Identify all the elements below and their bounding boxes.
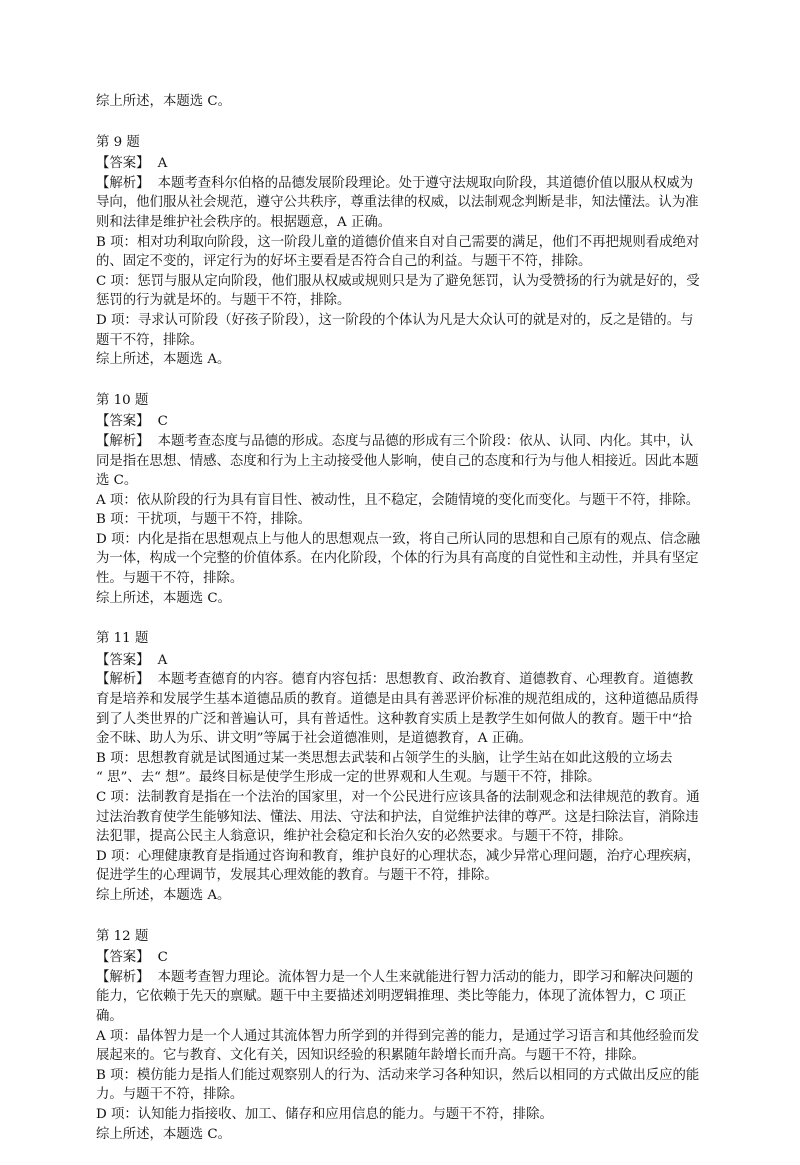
answer-label: 【答案】 bbox=[96, 156, 150, 172]
analysis-line: 法犯罪，提高公民主人翁意识，维护社会稳定和长治久安的必然要求。与题干不符，排除。 bbox=[96, 829, 632, 845]
analysis-line: “ 思”、去“ 想”。最终目标是使学生形成一定的世界观和人生观。与题干不符，排除。 bbox=[96, 770, 601, 786]
question-9-block bbox=[96, 133, 708, 370]
analysis-line: 选 C。 bbox=[96, 473, 138, 489]
answer-value: C bbox=[157, 950, 168, 966]
analysis-text: 本题考查科尔伯格的品德发展阶段理论。处于遵守法规取向阶段，其道德价值以服从权威为 bbox=[157, 175, 694, 191]
analysis-line: 育是培养和发展学生基本道德品质的教育。道德是由具有善恶评价标准的规范组成的，这种道德品质得 bbox=[96, 692, 699, 708]
analysis-line: 性。与题干不符，排除。 bbox=[96, 571, 244, 587]
question-10-conclusion: 综上所述，本题选 C。 bbox=[96, 590, 232, 606]
analysis-line: 能力，它依赖于先天的禀赋。题干中主要描述刘明逻辑推理、类比等能力，体现了流体智力，C 项正 bbox=[96, 989, 687, 1005]
analysis-line: C 项：惩罚与服从定向阶段，他们服从权威或规则只是为了避免惩罚，认为受赞扬的行为就是好的，受 bbox=[96, 273, 700, 289]
question-9-answer-row bbox=[96, 154, 708, 174]
question-12-answer-row bbox=[96, 948, 708, 968]
analysis-line: C 项：法制教育是指在一个法治的国家里，对一个公民进行应该具备的法制观念和法律规范的教育。通 bbox=[96, 790, 700, 805]
question-10-analysis-line bbox=[96, 432, 708, 452]
answer-value: C bbox=[157, 414, 168, 430]
analysis-line: 金不昧、助人为乐、讲文明”等属于社会道德准则，是道德教育，A 正确。 bbox=[96, 731, 532, 747]
question-12-block bbox=[96, 927, 708, 1145]
analysis-line: 为一体，构成一个完整的价值体系。在内化阶段，个体的行为具有高度的自觉性和主动性，并具有坚定 bbox=[96, 551, 699, 567]
previous-conclusion: 综上所述，本题选 C。 bbox=[96, 94, 232, 109]
analysis-line: B 项：模仿能力是指人们能过观察别人的行为、活动来学习各种知识，然后以相同的方式做出反应的能 bbox=[96, 1067, 700, 1083]
analysis-line: 过法治教育使学生能够知法、懂法、用法、守法和护法，自觉维护法律的尊严。这是扫除法盲，消除违 bbox=[96, 809, 699, 825]
analysis-text: 本题考查德育的内容。德育内容包括：思想教育、政治教育、道德教育、心理教育。道德教 bbox=[157, 672, 694, 688]
analysis-line: 展起来的。它与教育、文化有关，因知识经验的积累随年龄增长而升高。与题干不符，排除。 bbox=[96, 1048, 646, 1064]
question-11-conclusion: 综上所述，本题选 A。 bbox=[96, 887, 231, 903]
answer-value: A bbox=[157, 652, 168, 668]
analysis-label: 【解析】 bbox=[96, 433, 150, 449]
answer-value: A bbox=[157, 156, 168, 172]
question-11-analysis-line bbox=[96, 670, 708, 690]
analysis-line: 惩罚的行为就是坏的。与题干不符，排除。 bbox=[96, 293, 351, 309]
question-11-title: 第 11 题 bbox=[96, 631, 149, 647]
analysis-line: 题干不符，排除。 bbox=[96, 332, 204, 348]
analysis-line: D 项：内化是指在思想观点上与他人的思想观点一致，将自己所认同的思想和自己原有的观点、信念融 bbox=[96, 531, 701, 547]
question-9-analysis-line bbox=[96, 174, 708, 194]
analysis-line: 导向，他们服从社会规范，遵守公共秩序，尊重法律的权威，以法制观念判断是非，知法懂法。认为准 bbox=[96, 195, 699, 211]
analysis-line: B 项：相对功利取向阶段，这一阶段儿童的道德价值来自对自己需要的满足，他们不再把规则看成绝对 bbox=[96, 234, 700, 250]
question-11-answer-row bbox=[96, 651, 708, 671]
analysis-line: 则和法律是维护社会秩序的。根据题意，A 正确。 bbox=[96, 214, 392, 230]
analysis-line: A 项：晶体智力是一个人通过其流体智力所学到的并得到完善的能力，是通过学习语言和其他经验而发 bbox=[96, 1028, 700, 1044]
analysis-line: D 项：寻求认可阶段（好孩子阶段），这一阶段的个体认为凡是大众认可的就是对的，反之是错的。与 bbox=[96, 312, 694, 328]
analysis-line: 确。 bbox=[96, 1008, 123, 1024]
question-11-block bbox=[96, 629, 708, 905]
analysis-label: 【解析】 bbox=[96, 672, 150, 688]
question-12-title: 第 12 题 bbox=[96, 928, 149, 944]
analysis-line: D 项：心理健康教育是指通过咨询和教育，维护良好的心理状态，减少异常心理问题，治疗心理疾病， bbox=[96, 848, 701, 864]
analysis-line: 力。与题干不符，排除。 bbox=[96, 1087, 244, 1103]
question-12-analysis-line bbox=[96, 968, 708, 988]
previous-conclusion-block bbox=[96, 92, 708, 112]
analysis-text: 本题考查态度与品德的形成。态度与品德的形成有三个阶段：依从、认同、内化。其中，认 bbox=[157, 433, 694, 449]
analysis-line: D 项：认知能力指接收、加工、储存和应用信息的能力。与题干不符，排除。 bbox=[96, 1106, 553, 1122]
answer-label: 【答案】 bbox=[96, 950, 150, 966]
answer-label: 【答案】 bbox=[96, 414, 150, 430]
document-page bbox=[96, 92, 708, 1165]
analysis-label: 【解析】 bbox=[96, 175, 150, 191]
analysis-line: 到了人类世界的广泛和普遍认可，具有普适性。这种教育实质上是教学生如何做人的教育。题干中“拾 bbox=[96, 711, 693, 727]
question-12-conclusion: 综上所述，本题选 C。 bbox=[96, 1126, 232, 1142]
analysis-line: A 项：依从阶段的行为具有盲目性、被动性，且不稳定，会随情境的变化而变化。与题干不符，排除。 bbox=[96, 492, 700, 508]
answer-label: 【答案】 bbox=[96, 652, 150, 668]
question-10-title: 第 10 题 bbox=[96, 392, 149, 408]
analysis-line: 的、固定不变的，评定行为的好坏主要看是否符合自己的利益。与题干不符，排除。 bbox=[96, 254, 592, 270]
analysis-line: 促进学生的心理调节，发展其心理效能的教育。与题干不符，排除。 bbox=[96, 868, 498, 884]
analysis-line: 同是指在思想、情感、态度和行为上主动接受他人影响，使自己的态度和行为与他人相接近。因此本题 bbox=[96, 453, 699, 469]
question-10-answer-row bbox=[96, 412, 708, 432]
analysis-text: 本题考查智力理论。流体智力是一个人生来就能进行智力活动的能力，即学习和解决问题的 bbox=[157, 969, 694, 985]
question-9-conclusion: 综上所述，本题选 A。 bbox=[96, 352, 231, 368]
analysis-label: 【解析】 bbox=[96, 969, 150, 985]
question-10-block bbox=[96, 391, 708, 609]
analysis-line: B 项：干扰项，与题干不符，排除。 bbox=[96, 512, 311, 528]
question-9-title: 第 9 题 bbox=[96, 134, 140, 150]
analysis-line: B 项：思想教育就是试图通过某一类思想去武装和占领学生的头脑，让学生站在如此这般的立场去 bbox=[96, 750, 673, 766]
